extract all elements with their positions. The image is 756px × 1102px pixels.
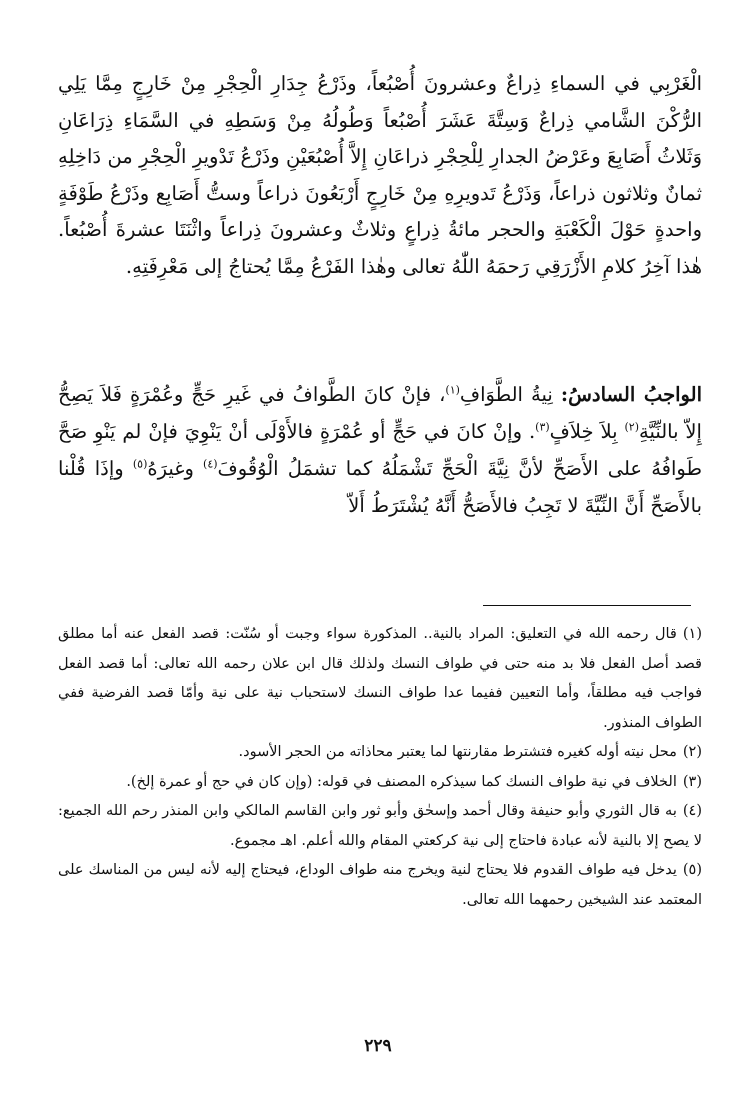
footnote-number: (٢): [682, 744, 702, 760]
footnote-ref-1[interactable]: (١): [445, 383, 460, 397]
paragraph-2-part-5: وغيرَهُ: [147, 457, 204, 480]
footnote-text: يدخل فيه طواف القدوم فلا يحتاج لنية ويخرج منه طواف الوداع، فيحتاج إليه لأنه ليس من المناسك على المعتمد عند الشيخين رحمهما الله تعالى.: [58, 862, 702, 908]
footnote-2: [58, 738, 702, 768]
footnote-number: (٣): [682, 773, 702, 790]
footnote-text: محل نيته أوله كغيره فتشترط مقارنتها لما يعتبر محاذاته من الحجر الأسود.: [238, 744, 677, 760]
footnote-ref-3[interactable]: (٣): [535, 420, 550, 434]
footnote-text: الخلاف في نية طواف النسك كما سيذكره المصنف في قوله: (وإن كان في حج أو عمرة إلخ).: [126, 773, 677, 790]
footnote-number: (٥): [682, 862, 702, 878]
footnote-number: (٤): [682, 803, 702, 819]
footnote-number: (١): [682, 626, 702, 642]
section-heading: الواجبُ السادسُ:: [560, 383, 702, 406]
paragraph-2-part-2: ، فإنْ كانَ الطَّوافُ في غَيرِ حَجٍّ وعُمْرَةٍ فَلاَ يَصِحُّ إِلاّ بالنِّيَّةِ: [58, 383, 702, 443]
paragraph-2: [58, 376, 702, 524]
main-text-block-2: [58, 376, 702, 524]
footnote-ref-2[interactable]: (٢): [624, 420, 639, 434]
page-number: ٢٢٩: [364, 1036, 392, 1056]
paragraph-1: الْغَرْبِي في السماءِ ذِراعٌ وعشرونَ أُصْبُعاً، وذَرْعُ جِدَارِ الْحِجْرِ مِنْ خَارِجٍ مِمَّا يَلِي الرُّكْنَ الشَّامي ذِراعٌ وَسِتَّةَ عَشَرَ أُصْبُعاً وَطُولُهُ مِنْ وَسَطِهِ في السَّمَاءِ ذِرَاعَانِ وَثَلاثُ أَصَابِعَ وعَرْضُ الجدارِ لِلْحِجْرِ ذراعَانِ إِلاَّ أُصْبُعَيْنِ وذَرْعُ تَدْويرِ الْحِجْرِ من دَاخِلِهِ ثمانٌ وثلاثون ذراعاً، وَذَرْعُ تَدويرِهِ مِنْ خَارِجٍ أَرْبَعُونَ ذراعاً وستُّ أَصَابِع وذَرْعُ طَوْفَةٍ واحدةٍ حَوْلَ الْكَعْبَةِ والحجر مائةُ ذِراعٍ وثلاثٌ وعشرونَ ذِراعاً واثْنَتَا عشرةَ أُصْبُعاً. هٰذا آخِرُ كلامِ الأَزْرَقِي رَحمَهُ اللّٰهُ تعالى وهٰذا الفَرْعُ مِمَّا يُحتاجُ إلى مَعْرِفَتِهِ.: [58, 72, 702, 278]
footnote-text: قال رحمه الله في التعليق: المراد بالنية.. المذكورة سواء وجبت أو سُنّت: قصد الفعل عنه أما مطلق قصد أصل الفعل فلا بد منه حتى في طواف النسك ولذلك قال ابن علان رحمه الله تعالى: أما قصد الفعل فواجب فيه مطلقاً، وأما التعيين ففيما عدا طواف النسك لاستحباب نية على نية وأمّا قصد الفرضية ففي الطواف المنذور.: [58, 626, 702, 731]
footnote-text: به قال الثوري وأبو حنيفة وقال أحمد وإسحٰق وأبو ثور وابن القاسم المالكي وابن المنذر رحم الله الجميع: لا يصح إلا بالنية لأنه عبادة فاحتاج إلى نية كركعتي المقام والله أعلم. اهـ مجموع.: [58, 803, 702, 849]
footnotes-section: [58, 620, 702, 915]
main-text-block: [58, 66, 702, 285]
footnote-divider: [483, 605, 691, 606]
footnote-3: [58, 768, 702, 798]
footnote-1: [58, 620, 702, 738]
footnote-ref-5[interactable]: (٥): [132, 457, 148, 471]
footnote-5: [58, 856, 702, 915]
paragraph-2-part-1: نِيةُ الطَّوَافِ: [459, 383, 561, 406]
paragraph-2-part-6: وإذَا قُلْنا بالأَصَحِّ أَنَّ النِّيَّةَ لا تَجِبُ فالأَصَحُّ أَنَّهُ يُشْتَرَطُ أَلاّ: [58, 457, 702, 517]
paragraph-2-part-3: بِلاَ خِلاَفٍ: [549, 420, 625, 443]
paragraph-2-part-4: . وإنْ كانَ في حَجٍّ أو عُمْرَةٍ فالأَوْلَى أنْ يَنْوِيَ فإنْ لم يَنْوِ صَحَّ طَوافُهُ على الأَصَحِّ لأنَّ نِيَّةَ الْحَجِّ تَشْمَلُهُ كما تشمَلُ الْوُقُوفَ: [58, 420, 702, 480]
footnote-ref-4[interactable]: (٤): [203, 457, 218, 471]
footnote-4: [58, 797, 702, 856]
